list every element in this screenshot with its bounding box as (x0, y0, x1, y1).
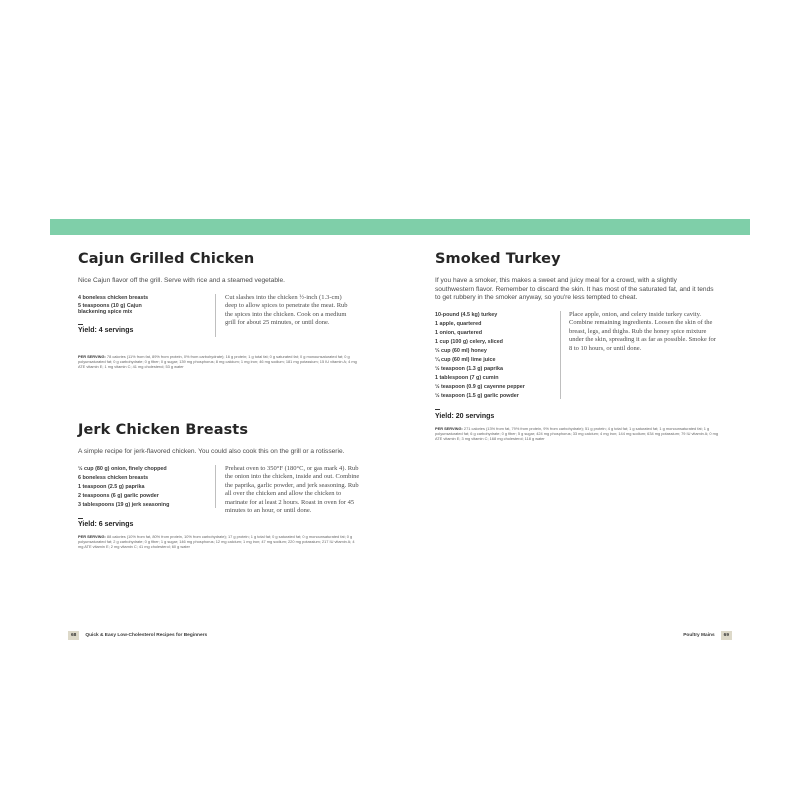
method-text: Place apple, onion, and celery inside turkey cavity. Combine remaining ingredients. Loosen the skin of the breast, legs, and thighs. Rub the honey spice mixture under the skin, spreading it as far as possible. Smoke for 8 to 10 hours, or until done. (569, 310, 716, 352)
recipe-title: Cajun Grilled Chicken (78, 251, 255, 267)
ingredient-item: 2 teaspoons (6 g) garlic powder (78, 492, 159, 499)
page-number: 68 (68, 631, 79, 640)
ingredient-item: 4 boneless chicken breasts (78, 294, 149, 301)
yield-label: Yield: 6 servings (78, 521, 134, 528)
yield-label: Yield: 20 servings (435, 413, 495, 420)
nutrition-label: PER SERVING: (78, 354, 106, 359)
ingredient-item: 1 tablespoon (7 g) cumin (435, 375, 499, 382)
nutrition-info (78, 354, 360, 369)
ingredient-item: ⅓ cup (60 ml) honey (435, 347, 487, 354)
ingredient-list (78, 294, 198, 317)
nutrition-info (78, 534, 360, 549)
recipe-intro: A simple recipe for jerk-flavored chicken. You could also cook this on the grill or a rotisserie. (78, 448, 345, 455)
ingredient-item: 10-pound (4.5 kg) turkey (435, 311, 498, 318)
ingredient-item: 6 boneless chicken breasts (78, 474, 149, 481)
column-divider (215, 294, 216, 337)
nutrition-values: 271 calories (13% from fat, 79% from protein, 9% from carbohydrate); 51 g protein; 4 g total fat; 1 g saturated fat; 1 g monounsaturated fat; 1 g polyunsaturated fat; 6 g carbohydrate; 0 g fiber; 5 g sugar; 424 mg phosphorus; 33 mg calcium; 4 mg iron; 144 mg sodium; 634 mg potassium; 79 IU vitamin A; 0 mg ATE vitamin E; 3 mg vitamin C; 168 mg cholesterol; 118 g water (435, 426, 719, 441)
recipe-jerk-chicken-breasts (78, 422, 368, 554)
page-number: 69 (721, 631, 732, 640)
ingredient-item: ½ teaspoon (1.3 g) paprika (435, 366, 503, 373)
nutrition-values: 78 calories (11% from fat, 89% from protein, 0% from carbohydrate); 16 g protein; 1 g total fat; 0 g saturated fat; 0 g monounsaturated fat; 0 g polyunsaturated fat; 0 g carbohydrate; 0 g fiber; 0 g sugar; 139 mg phosphorus; 8 mg calcium; 1 mg iron; 46 mg sodium; 181 mg potassium; 15 IU vitamin A; 4 mg ATE vitamin E; 1 mg vitamin C; 41 mg cholesterol; 53 g water (78, 354, 357, 369)
recipe-intro: Nice Cajun flavor off the grill. Serve with rice and a steamed vegetable. (78, 277, 285, 284)
footer-left (68, 630, 207, 640)
ingredient-item: 5 teaspoons (10 g) Cajun blackening spice mix (78, 302, 142, 316)
ingredient-item: 1 onion, quartered (435, 329, 483, 336)
method-text: Cut slashes into the chicken ½-inch (1.3-cm) deep to allow spices to penetrate the meat. Rub the spices into the chicken. Cook on a medium grill for about 25 minutes, or until done. (225, 293, 348, 327)
chapter-title: Poultry Mains (683, 632, 715, 638)
ingredient-item: ½ teaspoon (0.9 g) cayenne pepper (435, 384, 525, 391)
nutrition-label: PER SERVING: (78, 534, 106, 539)
yield-dash (435, 409, 440, 410)
footer-right (683, 630, 732, 640)
recipe-title: Smoked Turkey (435, 251, 561, 267)
ingredient-list (435, 311, 555, 402)
yield-dash (78, 324, 83, 325)
nutrition-label: PER SERVING: (435, 426, 463, 431)
book-title: Quick & Easy Low-Cholesterol Recipes for Beginners (85, 632, 208, 638)
ingredient-item: ½ cup (80 g) onion, finely chopped (78, 465, 167, 472)
ingredient-item: 3 tablespoons (19 g) jerk seasoning (78, 501, 170, 508)
nutrition-info (435, 426, 719, 441)
column-divider (560, 311, 561, 399)
ingredient-list (78, 465, 203, 510)
yield-label: Yield: 4 servings (78, 327, 134, 334)
yield-dash (78, 518, 83, 519)
recipe-cajun-grilled-chicken (78, 251, 368, 376)
column-divider (215, 465, 216, 508)
ingredient-item: ¼ cup (60 ml) lime juice (435, 356, 496, 363)
nutrition-values: 88 calories (10% from fat, 80% from protein, 10% from carbohydrate); 17 g protein; 1 g total fat; 0 g saturated fat; 0 g monounsaturated fat; 0 g polyunsaturated fat; 2 g carbohydrate; 0 g fiber; 1 g sugar; 146 mg phosphorus; 12 mg calcium; 1 mg iron; 47 mg sodium; 220 mg potassium; 217 IU vitamin A; 4 mg ATE vitamin E; 2 mg vitamin C; 41 mg cholesterol; 60 g water (78, 534, 355, 549)
ingredient-item: ½ teaspoon (1.5 g) garlic powder (435, 393, 519, 400)
ingredient-item: 1 teaspoon (2.5 g) paprika (78, 483, 145, 490)
ingredient-item: 1 cup (100 g) celery, sliced (435, 338, 503, 345)
recipe-smoked-turkey (435, 251, 725, 446)
recipe-intro: If you have a smoker, this makes a sweet and juicy meal for a crowd, with a slightly southwestern flavor. Remember to discard the skin. It has most of the saturated fat, and it tends to get rubbery in the smoker anyway, so you're less tempted to cheat. (435, 277, 714, 301)
header-color-band (50, 219, 750, 235)
recipe-title: Jerk Chicken Breasts (78, 422, 249, 438)
ingredient-item: 1 apple, quartered (435, 320, 482, 327)
method-text: Preheat oven to 350°F (180°C, or gas mark 4). Rub the onion into the chicken, inside and out. Combine the paprika, garlic powder, and jerk seasoning. Rub all over the chicken and allow the chicken to marinate for at least 2 hours. Roast in oven for 45 minutes to an hour, or until done. (225, 464, 360, 515)
